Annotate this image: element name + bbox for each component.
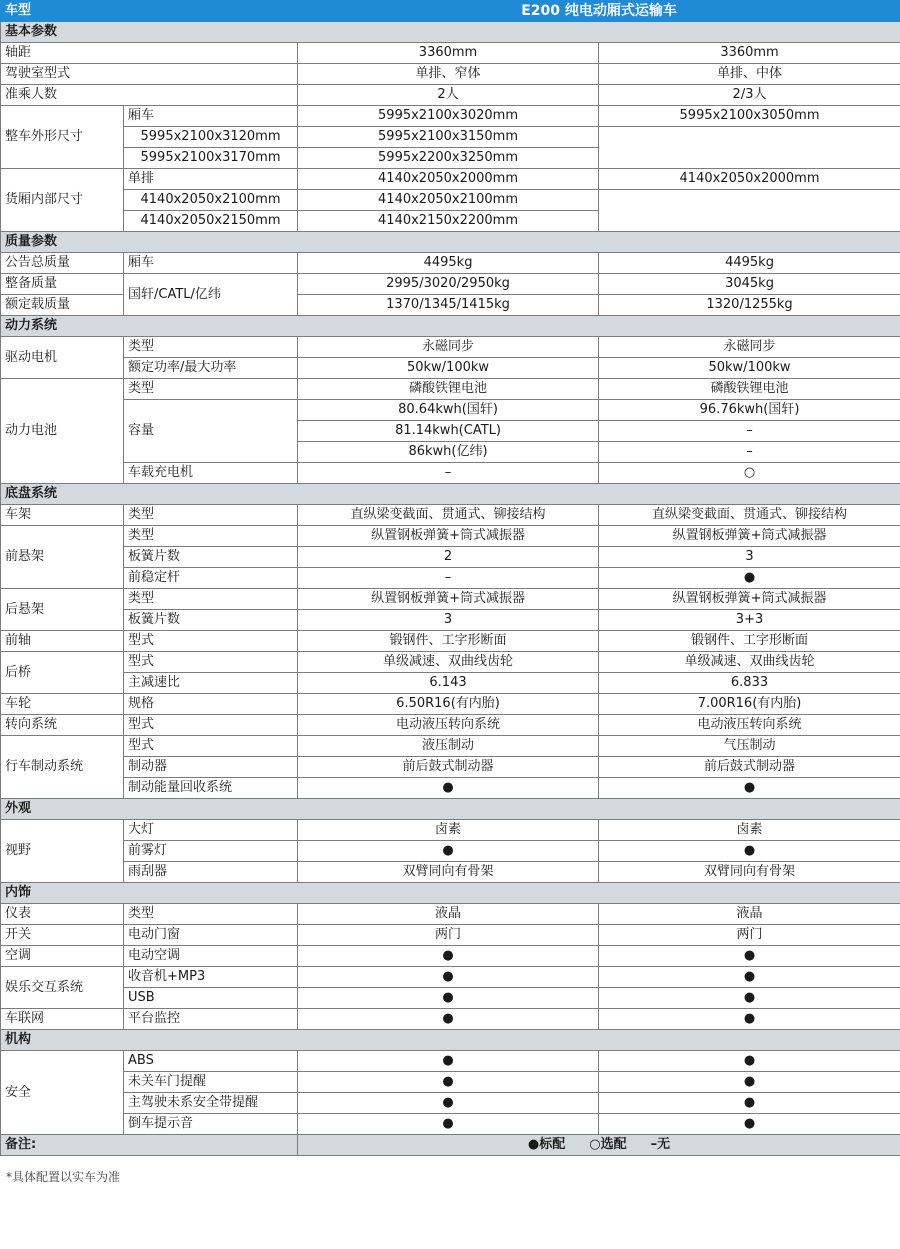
legend-item: –无 xyxy=(650,1137,671,1152)
table-row xyxy=(1,211,900,232)
spec-value: 4140x2050x2150mm xyxy=(124,211,298,232)
spec-value: – xyxy=(599,421,900,442)
spec-value: 4140x2150x2200mm xyxy=(298,211,599,232)
table-row xyxy=(1,589,900,610)
spec-value: 永磁同步 xyxy=(298,337,599,358)
row-sublabel: 类型 xyxy=(124,337,298,358)
row-sublabel: USB xyxy=(124,988,298,1009)
spec-value: 液晶 xyxy=(599,904,900,925)
spec-value: 纵置钢板弹簧+筒式减振器 xyxy=(599,526,900,547)
spec-value: ● xyxy=(599,1093,900,1114)
spec-value: 5995x2100x3120mm xyxy=(124,127,298,148)
spec-value: 96.76kwh(国轩) xyxy=(599,400,900,421)
row-sublabel: 国轩/CATL/亿纬 xyxy=(124,274,298,316)
section-header xyxy=(1,232,900,253)
table-row xyxy=(1,820,900,841)
row-label: 驱动电机 xyxy=(1,337,124,379)
legend-item: ●标配 xyxy=(527,1137,566,1152)
row-sublabel: 类型 xyxy=(124,589,298,610)
table-row xyxy=(1,673,900,694)
row-label: 后桥 xyxy=(1,652,124,694)
row-sublabel: 雨刮器 xyxy=(124,862,298,883)
row-sublabel: 厢车 xyxy=(124,253,298,274)
table-row xyxy=(1,337,900,358)
spec-value: ● xyxy=(298,778,599,799)
spec-value: ● xyxy=(298,1093,599,1114)
spec-value: 双臂同向有骨架 xyxy=(298,862,599,883)
row-label: 动力电池 xyxy=(1,379,124,484)
table-row xyxy=(1,526,900,547)
footer-label: 备注: xyxy=(1,1135,298,1156)
spec-value: 锻钢件、工字形断面 xyxy=(298,631,599,652)
table-row xyxy=(1,169,900,190)
legend-item: ○选配 xyxy=(589,1137,627,1152)
spec-value: ● xyxy=(599,946,900,967)
row-label: 准乘人数 xyxy=(1,85,298,106)
spec-value: ● xyxy=(599,568,900,589)
section-header xyxy=(1,799,900,820)
row-label: 视野 xyxy=(1,820,124,883)
row-label: 转向系统 xyxy=(1,715,124,736)
spec-value: 4495kg xyxy=(599,253,900,274)
spec-value: 2 xyxy=(298,547,599,568)
spec-value: 5995x2100x3150mm xyxy=(298,127,599,148)
table-row xyxy=(1,358,900,379)
table-row xyxy=(1,379,900,400)
row-sublabel: 车载充电机 xyxy=(124,463,298,484)
table-row xyxy=(1,85,900,106)
row-sublabel: 额定功率/最大功率 xyxy=(124,358,298,379)
spec-value: ● xyxy=(599,1072,900,1093)
spec-value: – xyxy=(599,442,900,463)
table-row xyxy=(1,631,900,652)
row-sublabel: 类型 xyxy=(124,904,298,925)
table-row xyxy=(1,610,900,631)
section-header xyxy=(1,1030,900,1051)
spec-value: 81.14kwh(CATL) xyxy=(298,421,599,442)
table-row xyxy=(1,568,900,589)
spec-value: ● xyxy=(599,778,900,799)
row-label: 安全 xyxy=(1,1051,124,1135)
spec-value: 2995/3020/2950kg xyxy=(298,274,599,295)
row-sublabel: 单排 xyxy=(124,169,298,190)
spec-value: 电动液压转向系统 xyxy=(298,715,599,736)
spec-value: 1370/1345/1415kg xyxy=(298,295,599,316)
table-row xyxy=(1,1093,900,1114)
table-row xyxy=(1,904,900,925)
spec-value: ● xyxy=(599,841,900,862)
section-title: 内饰 xyxy=(1,883,900,904)
section-title: 动力系统 xyxy=(1,316,900,337)
row-sublabel: 制动能量回收系统 xyxy=(124,778,298,799)
row-sublabel: 电动门窗 xyxy=(124,925,298,946)
section-header xyxy=(1,22,900,43)
spec-value: 80.64kwh(国轩) xyxy=(298,400,599,421)
table-row xyxy=(1,148,900,169)
spec-value: 2人 xyxy=(298,85,599,106)
row-label: 开关 xyxy=(1,925,124,946)
spec-value: 气压制动 xyxy=(599,736,900,757)
section-title: 基本参数 xyxy=(1,22,900,43)
table-row xyxy=(1,547,900,568)
table-row xyxy=(1,736,900,757)
spec-value: 单排、窄体 xyxy=(298,64,599,85)
spec-value: 纵置钢板弹簧+筒式减振器 xyxy=(599,589,900,610)
row-sublabel: 容量 xyxy=(124,400,298,463)
spec-value: 50kw/100kw xyxy=(298,358,599,379)
row-sublabel: 主减速比 xyxy=(124,673,298,694)
spec-value: 两门 xyxy=(599,925,900,946)
row-sublabel: 规格 xyxy=(124,694,298,715)
spec-value: – xyxy=(298,463,599,484)
row-sublabel: 类型 xyxy=(124,379,298,400)
spec-value: 前后鼓式制动器 xyxy=(298,757,599,778)
spec-value: ○ xyxy=(599,463,900,484)
spec-value: 7.00R16(有内胎) xyxy=(599,694,900,715)
spec-value: 86kwh(亿纬) xyxy=(298,442,599,463)
table-row xyxy=(1,253,900,274)
row-sublabel: 板簧片数 xyxy=(124,547,298,568)
spec-value: 4140x2050x2000mm xyxy=(298,169,599,190)
row-label: 整车外形尺寸 xyxy=(1,106,124,169)
row-sublabel: 收音机+MP3 xyxy=(124,967,298,988)
row-sublabel: 型式 xyxy=(124,736,298,757)
row-label: 行车制动系统 xyxy=(1,736,124,799)
table-row xyxy=(1,757,900,778)
spec-value: 双臂同向有骨架 xyxy=(599,862,900,883)
spec-value: 4140x2050x2100mm xyxy=(124,190,298,211)
footnote: *具体配置以实车为准 xyxy=(6,1170,121,1184)
spec-value: – xyxy=(298,568,599,589)
table-row xyxy=(1,127,900,148)
spec-value: 4140x2050x2000mm xyxy=(599,169,900,190)
row-sublabel: 型式 xyxy=(124,715,298,736)
spec-value: ● xyxy=(298,1114,599,1135)
spec-value: 两门 xyxy=(298,925,599,946)
spec-value: 2/3人 xyxy=(599,85,900,106)
row-sublabel: 大灯 xyxy=(124,820,298,841)
section-header xyxy=(1,883,900,904)
spec-value: 直纵梁变截面、贯通式、铆接结构 xyxy=(298,505,599,526)
row-sublabel: ABS xyxy=(124,1051,298,1072)
row-sublabel: 前稳定杆 xyxy=(124,568,298,589)
table-row xyxy=(1,946,900,967)
spec-value: ● xyxy=(599,988,900,1009)
row-label: 车轮 xyxy=(1,694,124,715)
section-header xyxy=(1,316,900,337)
spec-value: 4495kg xyxy=(298,253,599,274)
legend xyxy=(298,1135,900,1156)
row-label: 车联网 xyxy=(1,1009,124,1030)
spec-value: ● xyxy=(298,1009,599,1030)
row-sublabel: 类型 xyxy=(124,526,298,547)
spec-value: ● xyxy=(298,967,599,988)
spec-value: 前后鼓式制动器 xyxy=(599,757,900,778)
table-row xyxy=(1,43,900,64)
table-row xyxy=(1,1051,900,1072)
table-row xyxy=(1,106,900,127)
spec-value: ● xyxy=(599,967,900,988)
spec-value: 5995x2100x3050mm xyxy=(599,106,900,127)
spec-value: 永磁同步 xyxy=(599,337,900,358)
table-row xyxy=(1,967,900,988)
section-header xyxy=(1,484,900,505)
row-sublabel: 未关车门提醒 xyxy=(124,1072,298,1093)
spec-value: 卤素 xyxy=(599,820,900,841)
spec-value: 3 xyxy=(599,547,900,568)
row-label: 额定载质量 xyxy=(1,295,298,316)
spec-value: ● xyxy=(298,988,599,1009)
table-row xyxy=(1,715,900,736)
spec-value: 6.143 xyxy=(298,673,599,694)
table-row xyxy=(1,841,900,862)
row-label: 空调 xyxy=(1,946,124,967)
spec-value: 磷酸铁锂电池 xyxy=(298,379,599,400)
spec-value: 纵置钢板弹簧+筒式减振器 xyxy=(298,526,599,547)
spec-value: 单级减速、双曲线齿轮 xyxy=(599,652,900,673)
row-sublabel: 前雾灯 xyxy=(124,841,298,862)
spec-value: 6.50R16(有内胎) xyxy=(298,694,599,715)
table-row xyxy=(1,988,900,1009)
table-row xyxy=(1,463,900,484)
spec-value: 卤素 xyxy=(298,820,599,841)
row-label: 娱乐交互系统 xyxy=(1,967,124,1009)
section-title: 质量参数 xyxy=(1,232,900,253)
table-row xyxy=(1,505,900,526)
spec-value: ● xyxy=(599,1114,900,1135)
table-row xyxy=(1,862,900,883)
spec-value: 3360mm xyxy=(599,43,900,64)
spec-value: 单排、中体 xyxy=(599,64,900,85)
row-sublabel: 制动器 xyxy=(124,757,298,778)
spec-value: 磷酸铁锂电池 xyxy=(599,379,900,400)
spec-value: ● xyxy=(298,841,599,862)
table-row xyxy=(1,1009,900,1030)
row-sublabel: 型式 xyxy=(124,631,298,652)
row-label: 轴距 xyxy=(1,43,298,64)
spec-value: 直纵梁变截面、贯通式、铆接结构 xyxy=(599,505,900,526)
section-title: 机构 xyxy=(1,1030,900,1051)
row-sublabel: 型式 xyxy=(124,652,298,673)
row-label: 后悬架 xyxy=(1,589,124,631)
row-label: 货厢内部尺寸 xyxy=(1,169,124,232)
spec-value: 3360mm xyxy=(298,43,599,64)
spec-value: 3+3 xyxy=(599,610,900,631)
table-row xyxy=(1,64,900,85)
spec-value: 锻钢件、工字形断面 xyxy=(599,631,900,652)
spec-value: 5995x2100x3020mm xyxy=(298,106,599,127)
spec-value: 单级减速、双曲线齿轮 xyxy=(298,652,599,673)
spec-value: 纵置钢板弹簧+筒式减振器 xyxy=(298,589,599,610)
table-row xyxy=(1,190,900,211)
row-sublabel: 厢车 xyxy=(124,106,298,127)
row-sublabel: 平台监控 xyxy=(124,1009,298,1030)
table-row xyxy=(1,400,900,421)
spec-value: 电动液压转向系统 xyxy=(599,715,900,736)
spec-value: 50kw/100kw xyxy=(599,358,900,379)
model-title: E200 纯电动厢式运输车 xyxy=(298,1,900,22)
spec-value: 3 xyxy=(298,610,599,631)
row-label: 仪表 xyxy=(1,904,124,925)
section-title: 外观 xyxy=(1,799,900,820)
spec-value: 1320/1255kg xyxy=(599,295,900,316)
row-sublabel: 类型 xyxy=(124,505,298,526)
spec-value: ● xyxy=(298,1051,599,1072)
table-row xyxy=(1,1114,900,1135)
table-row xyxy=(1,694,900,715)
row-label: 驾驶室型式 xyxy=(1,64,298,85)
row-sublabel: 板簧片数 xyxy=(124,610,298,631)
table-row xyxy=(1,274,900,295)
row-sublabel: 倒车提示音 xyxy=(124,1114,298,1135)
model-column-label: 车型 xyxy=(1,1,298,22)
table-row xyxy=(1,925,900,946)
section-title: 底盘系统 xyxy=(1,484,900,505)
spec-value: 3045kg xyxy=(599,274,900,295)
spec-value: ● xyxy=(599,1051,900,1072)
footer-row xyxy=(1,1135,900,1156)
spec-value: 液晶 xyxy=(298,904,599,925)
row-label: 前悬架 xyxy=(1,526,124,589)
row-sublabel: 主驾驶未系安全带提醒 xyxy=(124,1093,298,1114)
table-row xyxy=(1,652,900,673)
table-header-row xyxy=(1,1,900,22)
spec-value: 6.833 xyxy=(599,673,900,694)
spec-value: ● xyxy=(599,1009,900,1030)
spec-value: ● xyxy=(298,946,599,967)
row-label: 公告总质量 xyxy=(1,253,124,274)
spec-value: 4140x2050x2100mm xyxy=(298,190,599,211)
spec-value: 液压制动 xyxy=(298,736,599,757)
row-label: 车架 xyxy=(1,505,124,526)
spec-value: 5995x2100x3170mm xyxy=(124,148,298,169)
row-label: 整备质量 xyxy=(1,274,124,295)
spec-value: 5995x2200x3250mm xyxy=(298,148,599,169)
row-sublabel: 电动空调 xyxy=(124,946,298,967)
spec-value: ● xyxy=(298,1072,599,1093)
table-row xyxy=(1,1072,900,1093)
row-label: 前轴 xyxy=(1,631,124,652)
table-row xyxy=(1,778,900,799)
